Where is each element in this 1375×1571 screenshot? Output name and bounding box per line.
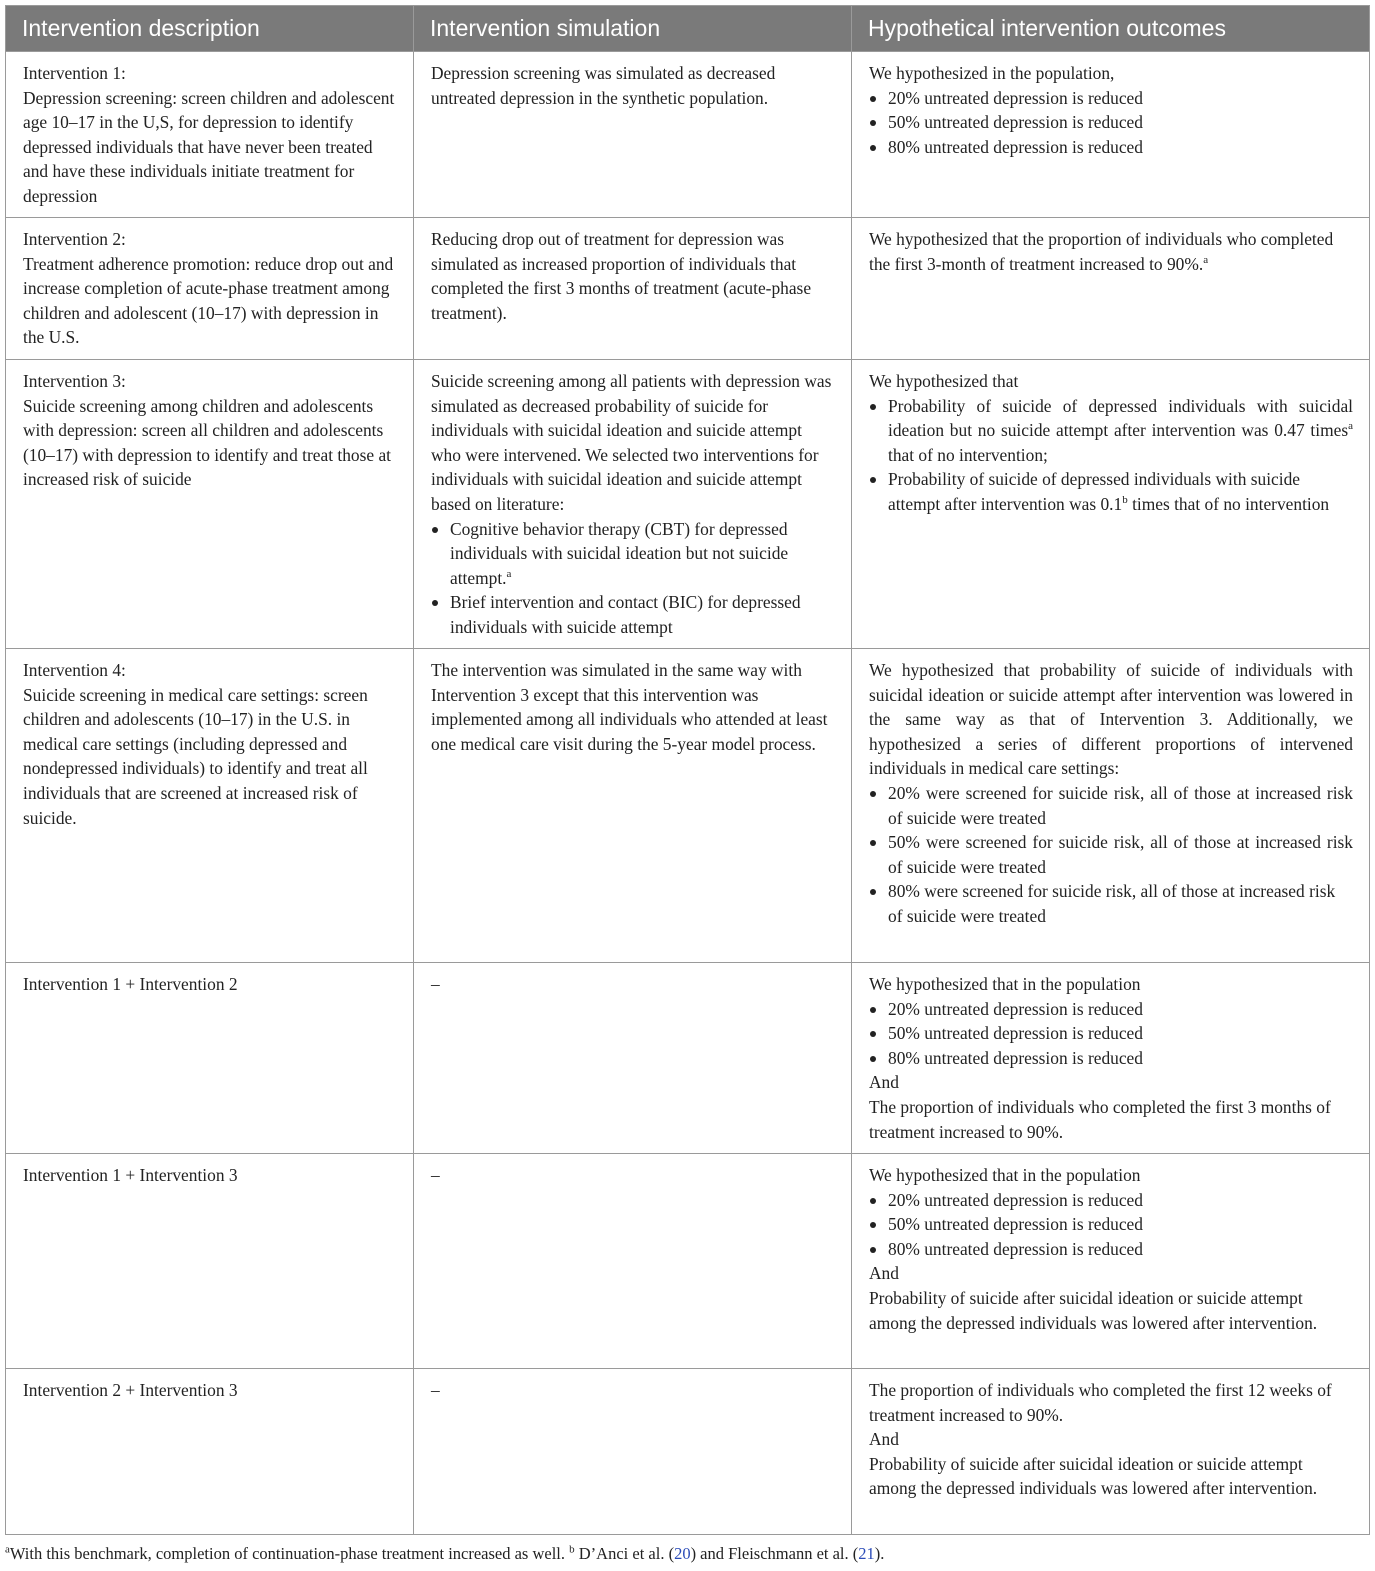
reference-link[interactable]: 20 [674, 1544, 691, 1563]
table-row [6, 649, 1370, 963]
list-item: 20% untreated depression is reduced [869, 86, 1353, 111]
simulation-text: Suicide screening among all patients with depression was simulated as decreased probability of suicide for individuals with suicidal ideation and suicide attempt who were intervened. We selected two interventions for individuals with suicidal ideation and suicide attempt based on literature: [431, 371, 832, 514]
list-item-text: times that of no intervention [1127, 493, 1330, 514]
outcome-intro: We hypothesized in the population, [869, 63, 1115, 83]
outcome-intro: We hypothesized that probability of suicide of individuals with suicidal ideation or suicide attempt after intervention was lowered in the same way as that of Intervention 3. Additionally, we hypothesized a series of different proportions of intervened individuals in medical care settings: [869, 660, 1353, 779]
outcome-intro: We hypothesized that [869, 371, 1019, 391]
table-row [6, 963, 1370, 1154]
intervention-outcome-cell [852, 1369, 1370, 1535]
intervention-description-cell [6, 52, 414, 218]
header-intervention-simulation: Intervention simulation [414, 6, 852, 52]
table-row [6, 360, 1370, 649]
list-item-text: that of no intervention; [888, 444, 1048, 465]
footnote-marker: a [1203, 253, 1209, 266]
outcome-sentence: We hypothesized that the proportion of individuals who completed the first 3-month of treatment increased to 90%. [869, 229, 1334, 274]
intervention-outcome-cell [852, 360, 1370, 649]
list-item: 50% untreated depression is reduced [869, 110, 1353, 135]
header-hypothetical-outcomes: Hypothetical intervention outcomes [852, 6, 1370, 52]
intervention-description-cell [6, 649, 414, 963]
footnote-text: ). [874, 1544, 885, 1563]
list-item-text: Cognitive behavior therapy (CBT) for depressed individuals with suicidal ideation but not suicide attempt. [450, 518, 789, 588]
list-item [869, 467, 1353, 516]
list-item: 50% untreated depression is reduced [869, 1021, 1353, 1046]
list-item [869, 394, 1353, 468]
intervention-simulation-cell: – [414, 1154, 852, 1369]
intervention-description: Suicide screening among children and adolescents with depression: screen all children and adolescents (10–17) with depression to identify and treat those at increased risk of suicide [23, 395, 392, 490]
list-item: 80% untreated depression is reduced [869, 1046, 1353, 1071]
outcome-list [869, 394, 1353, 517]
footnote-marker: a [1348, 420, 1353, 433]
list-item: 80% were screened for suicide risk, all of those at increased risk of suicide were treated [869, 879, 1353, 928]
table-header-row [6, 6, 1370, 52]
intervention-simulation-cell: – [414, 1369, 852, 1535]
intervention-simulation-cell [414, 649, 852, 963]
intervention-description: Depression screening: screen children and adolescent age 10–17 in the U,S, for depression to identify depressed individuals that have never been treated and have these individuals initiate treatment for depression [23, 87, 395, 206]
footnote-text: With this benchmark, completion of continuation-phase treatment increased as well. [9, 1544, 570, 1563]
reference-link[interactable]: 21 [858, 1544, 875, 1563]
intervention-simulation-cell: – [414, 963, 852, 1154]
outcome-intro: We hypothesized that in the population [869, 974, 1141, 994]
simulation-text: The intervention was simulated in the same way with Intervention 3 except that this intervention was implemented among all individuals who attended at least one medical care visit during the 5-year model process. [431, 660, 828, 754]
list-item: 50% were screened for suicide risk, all of those at increased risk of suicide were treated [869, 830, 1353, 879]
intervention-description: Suicide screening in medical care settings: screen children and adolescents (10–17) in the U.S. in medical care settings (including depressed and nondepressed individuals) to identify and treat all individuals that are screened at increased risk of suicide. [23, 684, 368, 828]
outcome-text [869, 227, 1353, 276]
table-row [6, 52, 1370, 218]
footnote-text: ) and Fleischmann et al. ( [690, 1544, 859, 1563]
simulation-list [431, 517, 835, 640]
outcome-intro: We hypothesized that in the population [869, 1165, 1141, 1185]
list-item-text: Probability of suicide of depressed individuals with suicidal ideation but no suicide attempt after intervention was 0.47 times [888, 395, 1353, 441]
intervention-simulation-cell [414, 52, 852, 218]
header-intervention-description: Intervention description [6, 6, 414, 52]
list-item: 80% untreated depression is reduced [869, 1237, 1353, 1262]
intervention-title: Intervention 3: [23, 371, 126, 391]
intervention-description-cell: Intervention 2 + Intervention 3 [6, 1369, 414, 1535]
outcome-list [869, 997, 1353, 1071]
list-item: 20% untreated depression is reduced [869, 997, 1353, 1022]
intervention-description: Treatment adherence promotion: reduce drop out and increase completion of acute-phase treatment among children and adolescent (10–17) with depression in the U.S. [23, 253, 394, 348]
intervention-simulation-cell [414, 218, 852, 360]
footnote-marker: b [1122, 494, 1128, 507]
outcome-tail: The proportion of individuals who completed the first 3 months of treatment increased to 90%. [869, 1096, 1331, 1142]
outcome-and: And [869, 1263, 899, 1284]
outcome-and: And [869, 1072, 899, 1093]
intervention-outcome-cell [852, 963, 1370, 1154]
intervention-title: Intervention 2: [23, 229, 126, 249]
intervention-outcome-cell [852, 218, 1370, 360]
table-row [6, 1154, 1370, 1369]
list-item [431, 517, 835, 591]
intervention-outcome-cell [852, 649, 1370, 963]
intervention-outcome-cell [852, 52, 1370, 218]
footnote-marker: b [569, 1543, 575, 1556]
footnote-marker: a [5, 1543, 10, 1556]
list-item: 80% untreated depression is reduced [869, 135, 1353, 160]
outcome-list [869, 86, 1353, 160]
list-item: 20% were screened for suicide risk, all of those at increased risk of suicide were treated [869, 781, 1353, 830]
list-item: 50% untreated depression is reduced [869, 1212, 1353, 1237]
table-footnote [5, 1544, 884, 1564]
outcome-list [869, 1188, 1353, 1262]
footnote-text: D’Anci et al. ( [574, 1544, 675, 1563]
list-item: Brief intervention and contact (BIC) for depressed individuals with suicide attempt [431, 590, 835, 639]
outcome-list [869, 781, 1353, 929]
footnote-marker: a [506, 567, 512, 580]
intervention-simulation-cell [414, 360, 852, 649]
list-item: 20% untreated depression is reduced [869, 1188, 1353, 1213]
table-row [6, 218, 1370, 360]
intervention-outcome-cell [852, 1154, 1370, 1369]
outcome-tail: Probability of suicide after suicidal ideation or suicide attempt among the depressed individuals was lowered after intervention. [869, 1287, 1318, 1333]
simulation-text: Depression screening was simulated as decreased untreated depression in the synthetic population. [431, 63, 776, 108]
intervention-title: Intervention 1: [23, 63, 126, 83]
intervention-description-cell [6, 218, 414, 360]
table-row [6, 1369, 1370, 1535]
interventions-table [5, 5, 1370, 1535]
intervention-title: Intervention 4: [23, 660, 126, 680]
list-item-text: Probability of suicide of depressed individuals with suicide attempt after intervention was 0.1 [888, 469, 1300, 514]
outcome-intro: The proportion of individuals who completed the first 12 weeks of treatment increased to 90%. [869, 1380, 1332, 1425]
intervention-description-cell: Intervention 1 + Intervention 3 [6, 1154, 414, 1369]
intervention-description-cell [6, 360, 414, 649]
outcome-and: And [869, 1429, 899, 1450]
intervention-description-cell: Intervention 1 + Intervention 2 [6, 963, 414, 1154]
simulation-text: Reducing drop out of treatment for depression was simulated as increased proportion of individuals that completed the first 3 months of treatment (acute-phase treatment). [431, 229, 812, 323]
outcome-tail: Probability of suicide after suicidal ideation or suicide attempt among the depressed individuals was lowered after intervention. [869, 1453, 1318, 1499]
